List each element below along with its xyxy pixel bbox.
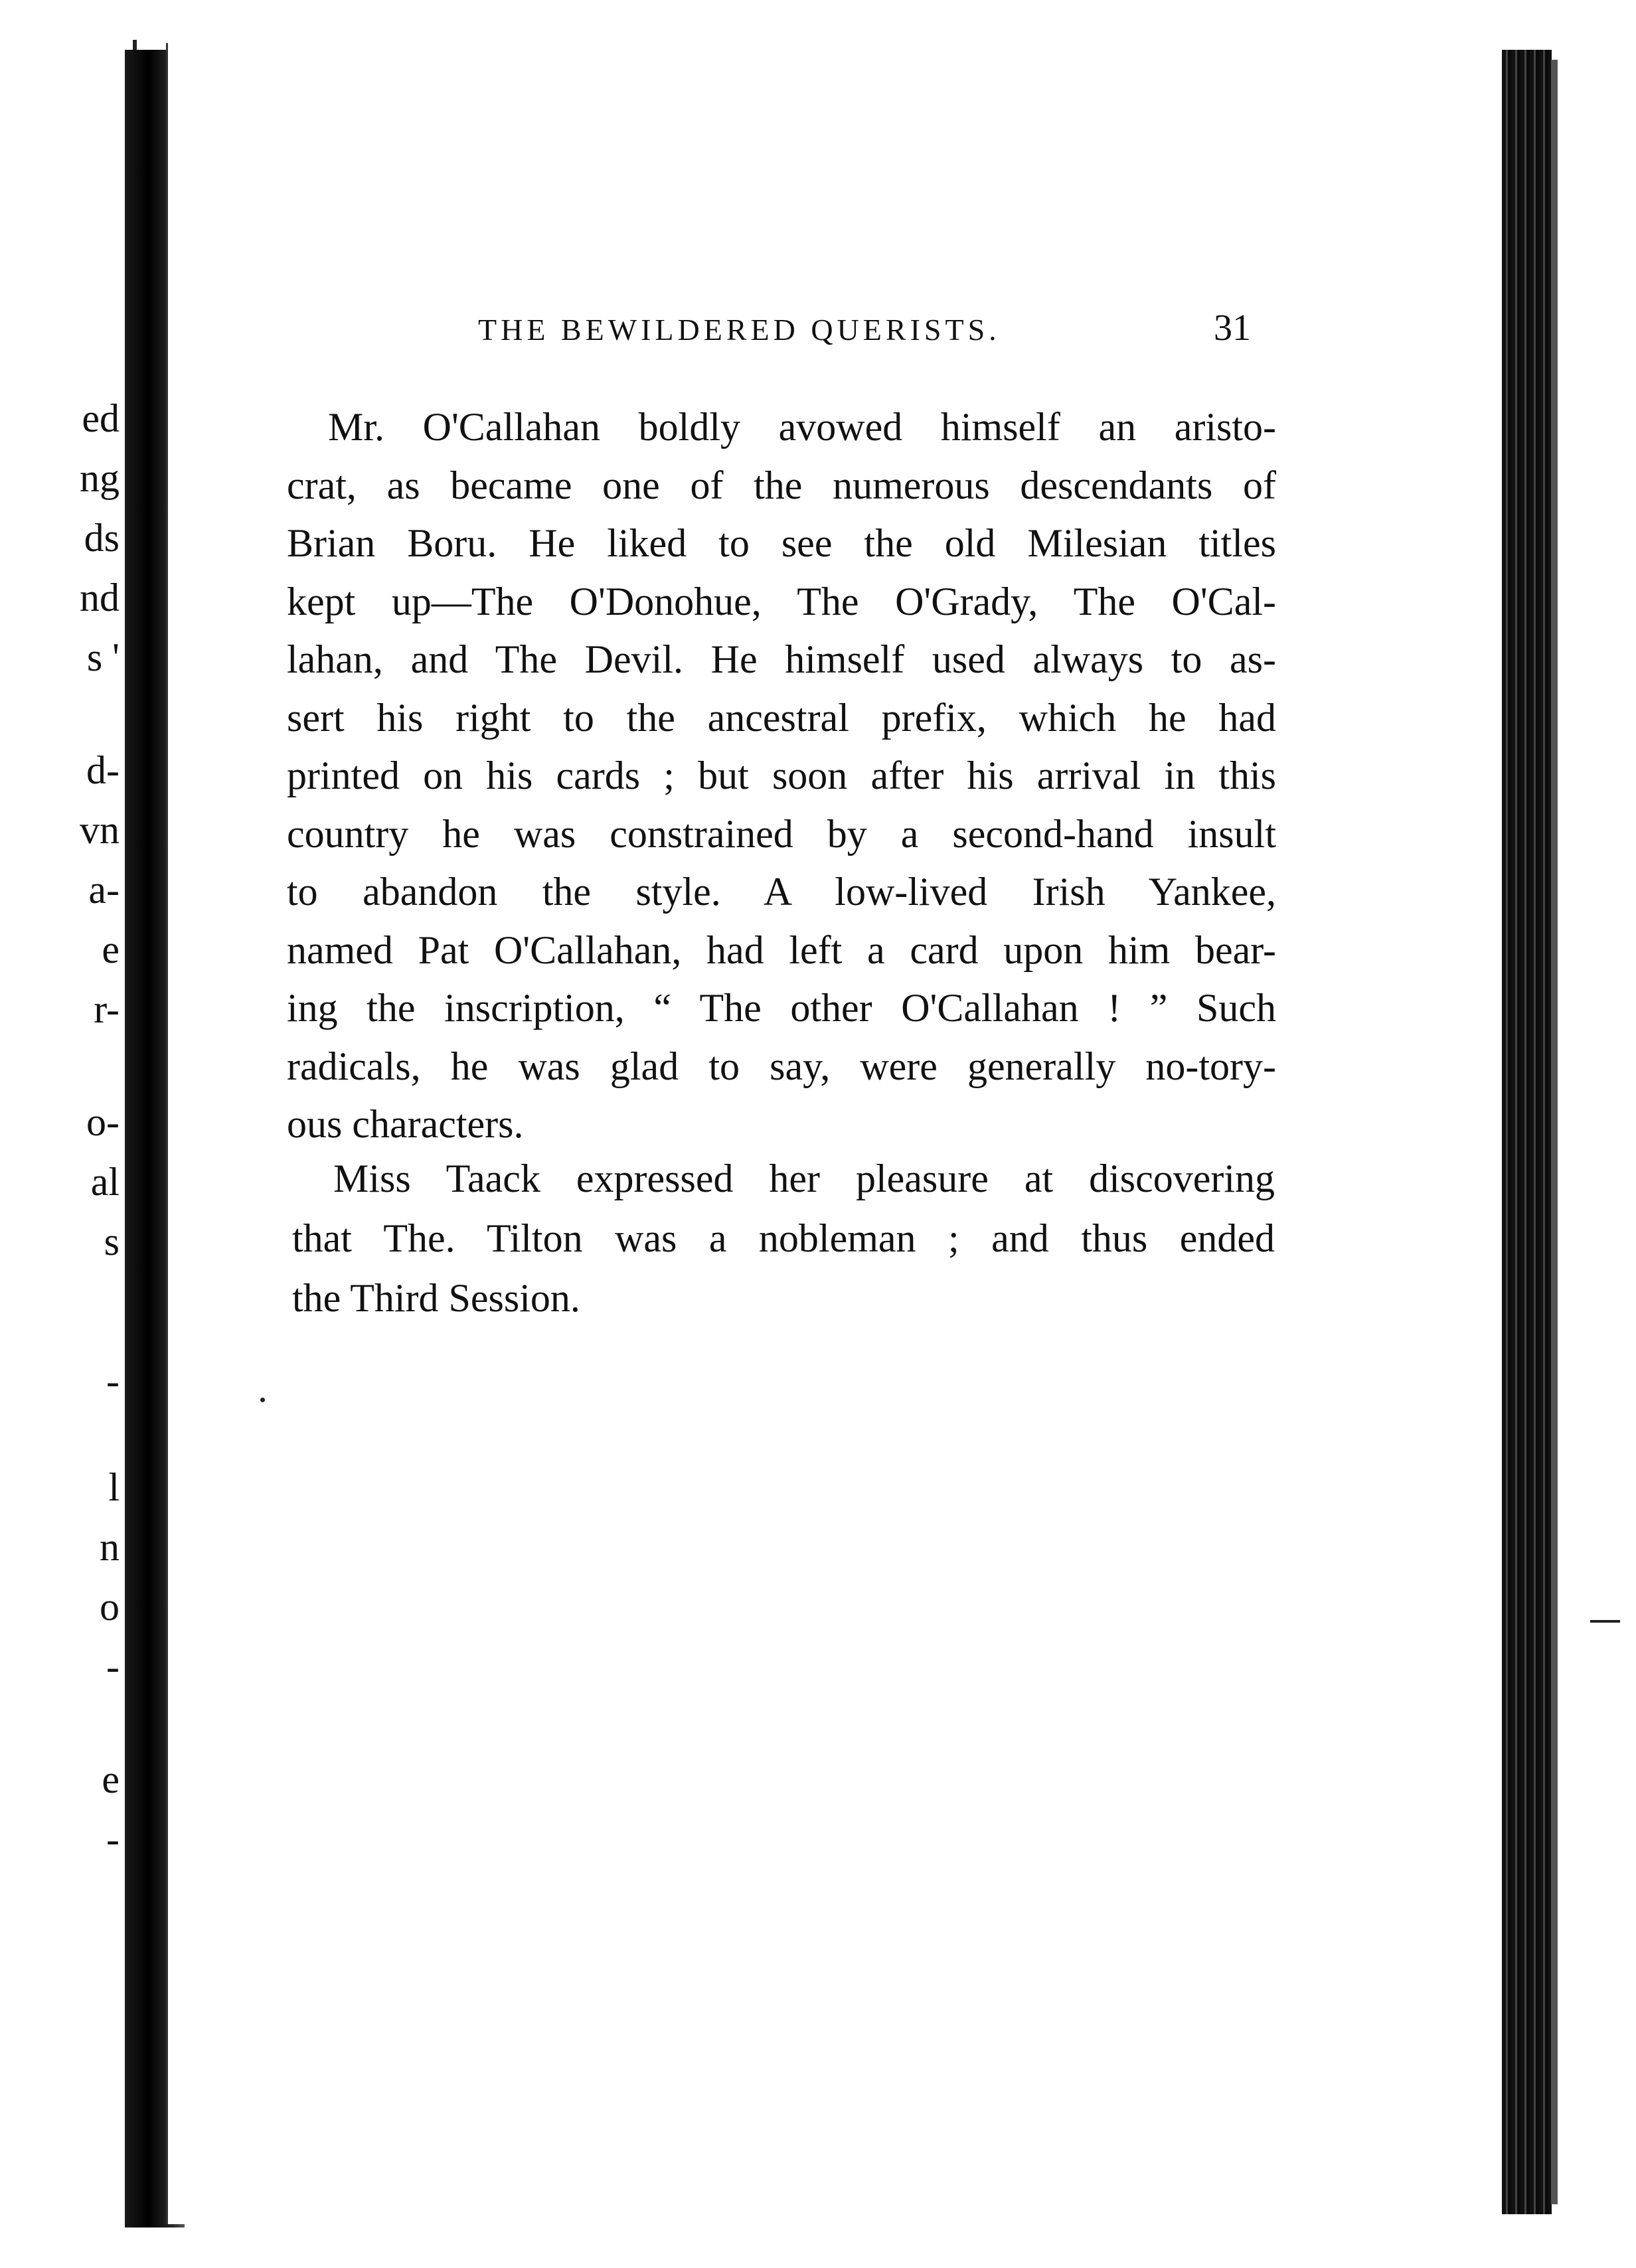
left-page-fragment: s ' (86, 635, 120, 679)
paragraph-2 (292, 1149, 1275, 1328)
text-line: Brian Boru. He liked to see the old Milesian titles (287, 521, 1276, 565)
page-edge-shadow (1551, 60, 1558, 2204)
left-page-fragment: a- (88, 868, 120, 912)
page-edge-stack (1502, 50, 1552, 2214)
text-line: Mr. O'Callahan boldly avowed himself an aristo- (328, 405, 1276, 449)
text-line: the Third Session. (292, 1276, 580, 1320)
left-page-fragment: ed (82, 396, 120, 440)
text-line: radicals, he was glad to say, were generally no-tory- (287, 1044, 1276, 1088)
text-line: ous characters. (287, 1102, 524, 1146)
left-page-fragment: vn (80, 808, 120, 852)
left-page-fragment: - (106, 1359, 120, 1403)
left-page-fragment: e (102, 1757, 120, 1801)
margin-tick-mark (1590, 1620, 1620, 1623)
text-line: ing the inscription, “ The other O'Callahan ! ” Such (287, 986, 1276, 1030)
left-page-fragment: - (106, 1645, 120, 1688)
text-line: named Pat O'Callahan, had left a card upon him bear- (287, 928, 1276, 972)
left-page-fragment: al (90, 1160, 120, 1204)
left-page-fragment: d- (86, 748, 120, 792)
ink-speck (260, 1398, 265, 1402)
text-line: country he was constrained by a second-hand insult (287, 811, 1276, 856)
running-head: THE BEWILDERED QUERISTS. (478, 313, 1001, 347)
text-line: crat, as became one of the numerous descendants of (287, 463, 1276, 507)
left-page-fragment: nd (80, 576, 120, 619)
text-line: sert his right to the ancestral prefix, which he had (287, 695, 1276, 740)
left-page-fragment: e (102, 928, 120, 971)
left-page-fragment: ds (84, 516, 120, 560)
text-line: printed on his cards ; but soon after his arrival in this (287, 754, 1276, 797)
left-page-fragment: - (106, 1817, 120, 1861)
left-page-fragment: o (100, 1585, 120, 1629)
text-line: to abandon the style. A low-lived Irish Yankee, (287, 870, 1276, 914)
left-page-fragment: n (100, 1525, 120, 1569)
left-page-fragment: ng (80, 456, 120, 500)
text-line: lahan, and The Devil. He himself used always to as- (287, 637, 1276, 681)
text-line: Miss Taack expressed her pleasure at discovering (333, 1157, 1275, 1200)
text-line: that The. Tilton was a nobleman ; and thus ended (292, 1216, 1275, 1260)
paragraph-1 (287, 398, 1276, 1154)
left-page-fragment: r- (94, 987, 120, 1031)
left-page-fragment: o- (86, 1100, 120, 1144)
page-number: 31 (1214, 307, 1251, 349)
left-page-fragment: s (104, 1220, 120, 1263)
left-page-fragment: l (108, 1465, 120, 1509)
left-facing-page (0, 40, 137, 2224)
text-line: kept up—The O'Donohue, The O'Grady, The O'Cal- (287, 579, 1276, 623)
